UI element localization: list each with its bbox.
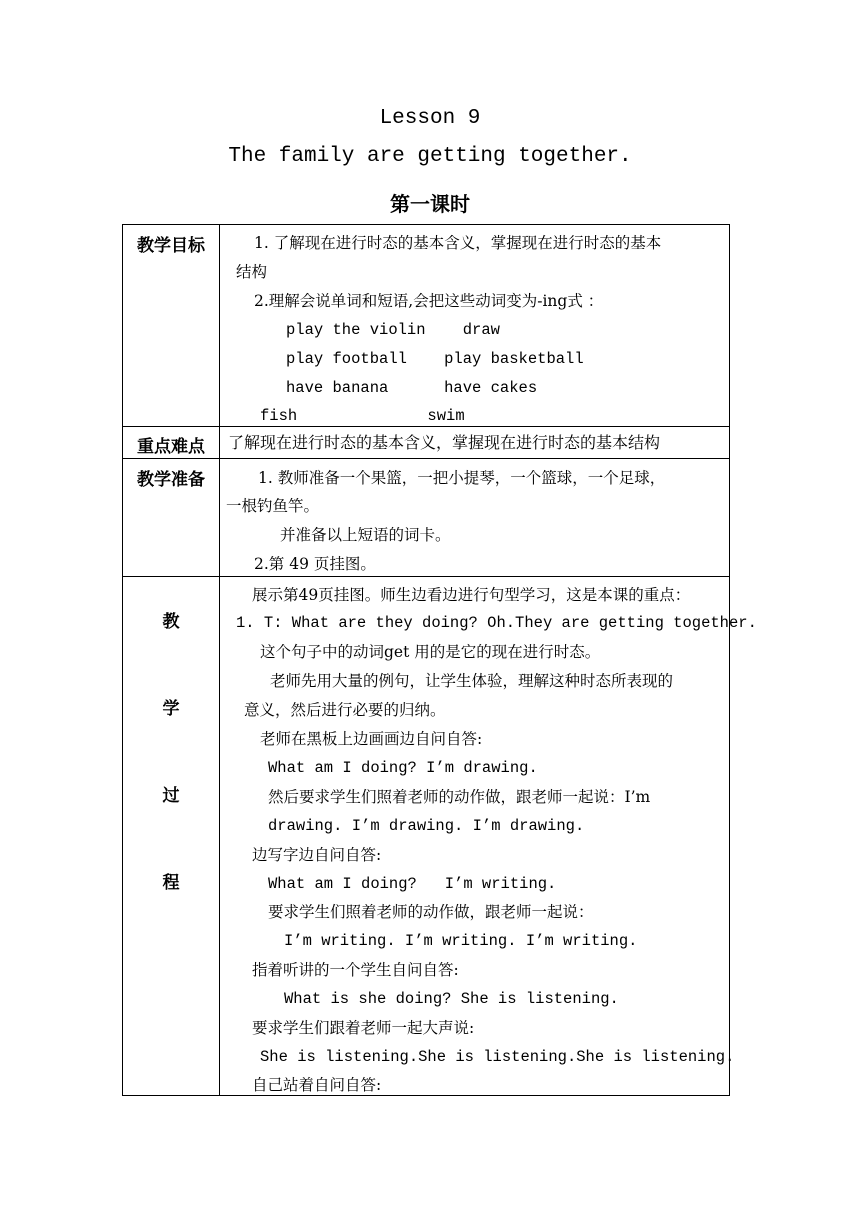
preparation-line-1: 1. 教师准备一个果篮，一把小提琴，一个篮球，一个足球，: [258, 469, 666, 487]
process-line-11: What am I doing? I’m writing.: [268, 875, 557, 893]
process-line-5: 意义，然后进行必要的归纳。: [244, 701, 446, 719]
key-points-label: 重点难点: [123, 427, 220, 459]
period-title: 第一课时: [390, 192, 470, 216]
process-line-14: 指着听讲的一个学生自问自答:: [252, 961, 459, 979]
process-label-char-4: 程: [162, 873, 180, 893]
process-line-17: She is listening.She is listening.She is listening.: [260, 1048, 735, 1066]
lesson-plan-table: [122, 224, 757, 1096]
key-points-text: 了解现在进行时态的基本含义，掌握现在进行时态的基本结构: [228, 433, 661, 452]
process-line-3: 这个句子中的动词get 用的是它的现在进行时态。: [260, 643, 601, 661]
preparation-label: 教学准备: [123, 459, 220, 577]
process-row: [123, 577, 730, 1096]
process-label-char-1: 教: [162, 612, 180, 632]
process-line-1: 展示第49页挂图。师生边看边进行句型学习，这是本课的重点：: [252, 586, 691, 604]
preparation-cell: [220, 459, 730, 577]
objectives-line-2: 结构: [236, 263, 268, 281]
objectives-cell: [220, 225, 730, 427]
process-line-15: What is she doing? She is listening.: [284, 990, 619, 1008]
preparation-line-3: 并准备以上短语的词卡。: [280, 526, 451, 544]
objectives-phrase-2: play football play basketball: [286, 350, 584, 368]
objectives-row: [123, 225, 730, 427]
process-label-char-2: 学: [162, 699, 180, 719]
process-line-18: 自己站着自问自答:: [252, 1076, 382, 1094]
objectives-phrase-1: play the violin draw: [286, 321, 500, 339]
process-line-6: 老师在黑板上边画画边自问自答:: [260, 730, 483, 748]
lesson-title: Lesson 9: [379, 107, 481, 130]
preparation-row: [123, 459, 730, 577]
process-label-cell: [123, 577, 220, 1096]
process-line-13: I’m writing. I’m writing. I’m writing.: [284, 932, 638, 950]
key-points-row: [123, 427, 730, 459]
process-line-7: What am I doing? I’m drawing.: [268, 759, 538, 777]
process-line-9: drawing. I’m drawing. I’m drawing.: [268, 817, 585, 835]
objectives-line-1: 1. 了解现在进行时态的基本含义，掌握现在进行时态的基本: [254, 234, 662, 252]
process-line-8: 然后要求学生们照着老师的动作做，跟老师一起说：I’m: [268, 788, 651, 806]
lesson-subtitle: The family are getting together.: [228, 145, 632, 168]
process-line-16: 要求学生们跟着老师一起大声说:: [252, 1019, 475, 1037]
objectives-label: 教学目标: [123, 225, 220, 427]
process-line-2: 1. T: What are they doing? Oh.They are getting together.: [236, 614, 757, 632]
key-points-cell: [220, 427, 730, 459]
preparation-line-2: 一根钓鱼竿。: [226, 497, 320, 515]
objectives-phrase-3: have banana have cakes: [286, 379, 538, 397]
process-line-4: 老师先用大量的例句，让学生体验，理解这种时态所表现的: [270, 672, 674, 690]
objectives-phrase-4: fish swim: [260, 407, 465, 425]
process-cell: [220, 577, 757, 1096]
preparation-line-4: 2.第 49 页挂图。: [254, 555, 376, 573]
process-label-char-3: 过: [162, 786, 180, 806]
process-line-10: 边写字边自问自答:: [252, 846, 382, 864]
objectives-line-3: 2.理解会说单词和短语,会把这些动词变为-ing式 ：: [254, 292, 604, 310]
process-line-12: 要求学生们照着老师的动作做，跟老师一起说：: [268, 903, 594, 921]
